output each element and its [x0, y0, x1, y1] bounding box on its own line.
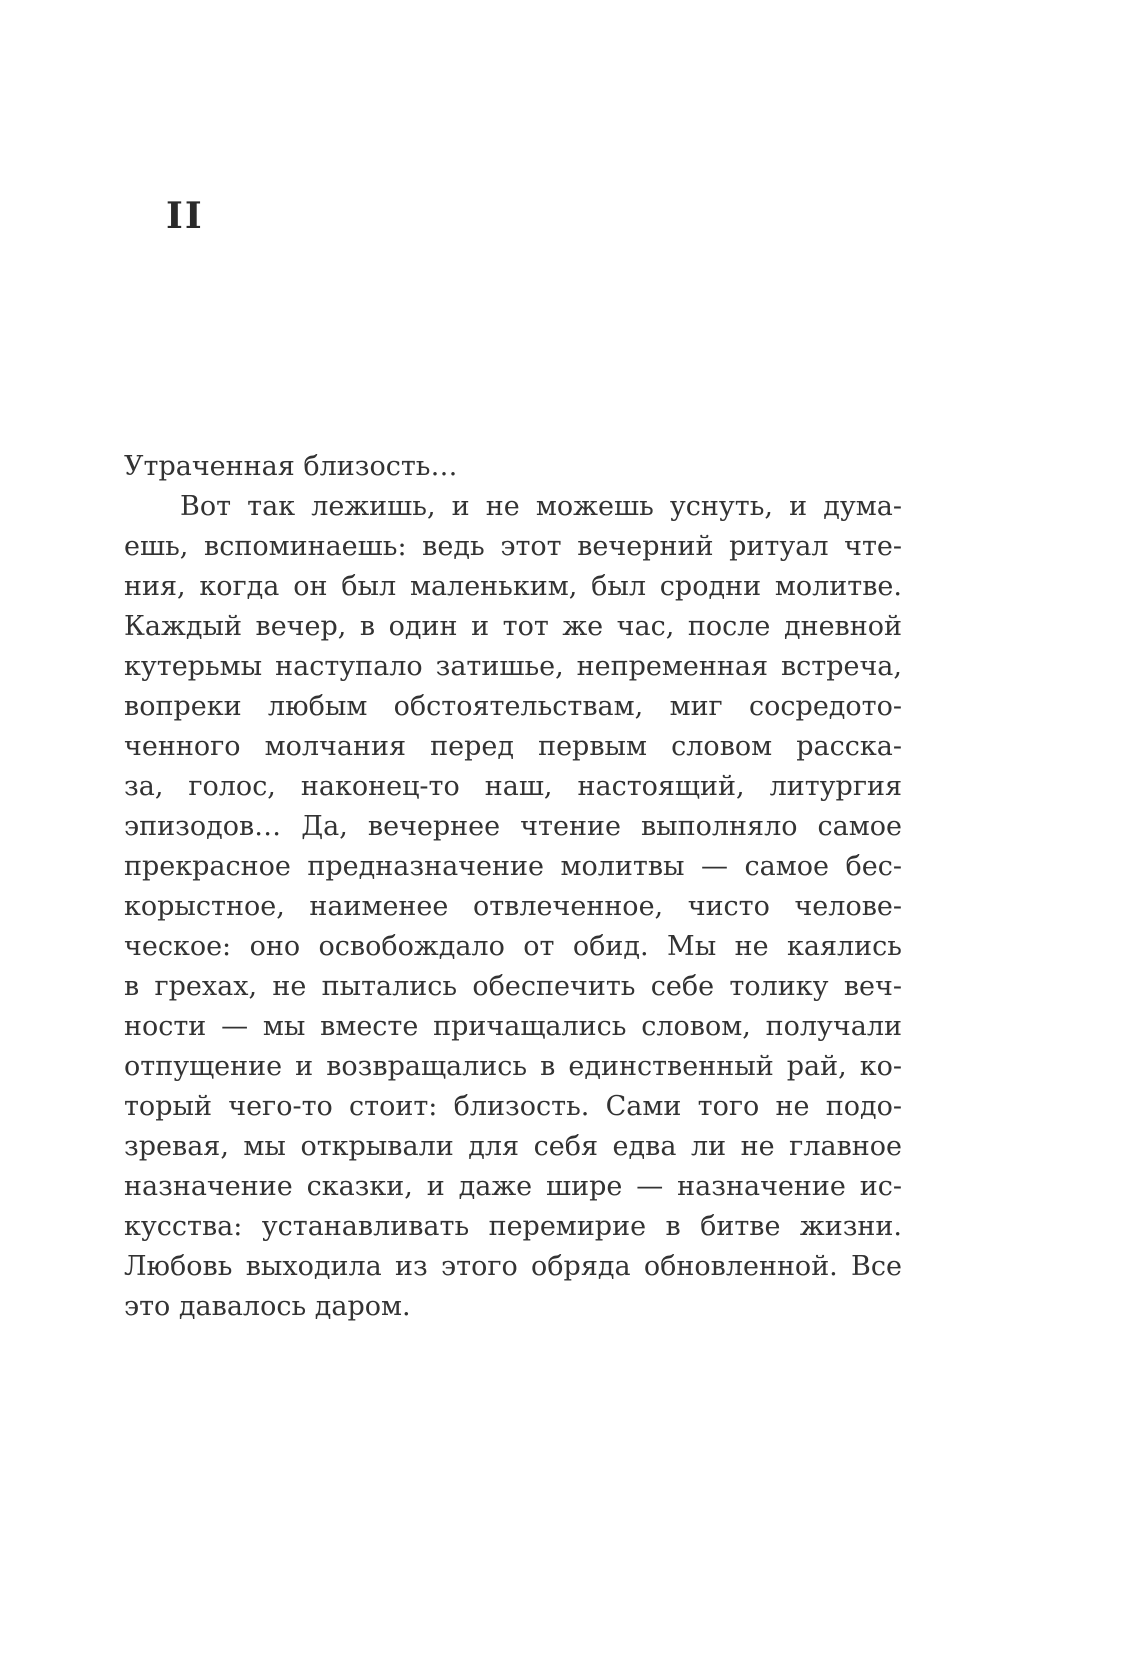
text-line: кутерьмы наступало затишье, непременная встреча,	[124, 651, 902, 682]
text-line: кусства: устанавливать перемирие в битве жизни.	[124, 1211, 902, 1242]
body-text	[124, 447, 902, 1327]
text-line: зревая, мы открывали для себя едва ли не главное	[124, 1131, 902, 1162]
text-line: за, голос, наконец-то наш, настоящий, литургия	[124, 771, 902, 802]
text-line: прекрасное предназначение молитвы — самое бес-	[124, 851, 902, 882]
text-line: торый чего-то стоит: близость. Сами того не подо-	[124, 1091, 902, 1122]
text-line: Вот так лежишь, и не можешь уснуть, и дума-	[180, 491, 902, 522]
text-line: это давалось даром.	[124, 1291, 411, 1322]
text-line: ния, когда он был маленьким, был сродни молитве.	[124, 571, 902, 602]
text-line: Любовь выходила из этого обряда обновленной. Все	[124, 1251, 902, 1282]
text-line: Утраченная близость…	[124, 451, 458, 482]
text-line: эпизодов… Да, вечернее чтение выполняло самое	[124, 811, 902, 842]
text-line: ности — мы вместе причащались словом, получали	[124, 1011, 902, 1042]
text-line: назначение сказки, и даже шире — назначение ис-	[124, 1171, 902, 1202]
text-line: отпущение и возвращались в единственный рай, ко-	[124, 1051, 902, 1082]
text-line: Каждый вечер, в один и тот же час, после дневной	[124, 611, 902, 642]
text-line: ческое: оно освобождало от обид. Мы не каялись	[124, 931, 902, 962]
text-line: корыстное, наименее отвлеченное, чисто челове-	[124, 891, 902, 922]
text-line: ешь, вспоминаешь: ведь этот вечерний ритуал чте-	[124, 531, 902, 562]
text-line: вопреки любым обстоятельствам, миг сосредото-	[124, 691, 902, 722]
chapter-number: II	[166, 195, 204, 237]
text-line: в грехах, не пытались обеспечить себе толику веч-	[124, 971, 902, 1002]
text-line: ченного молчания перед первым словом расска-	[124, 731, 902, 762]
